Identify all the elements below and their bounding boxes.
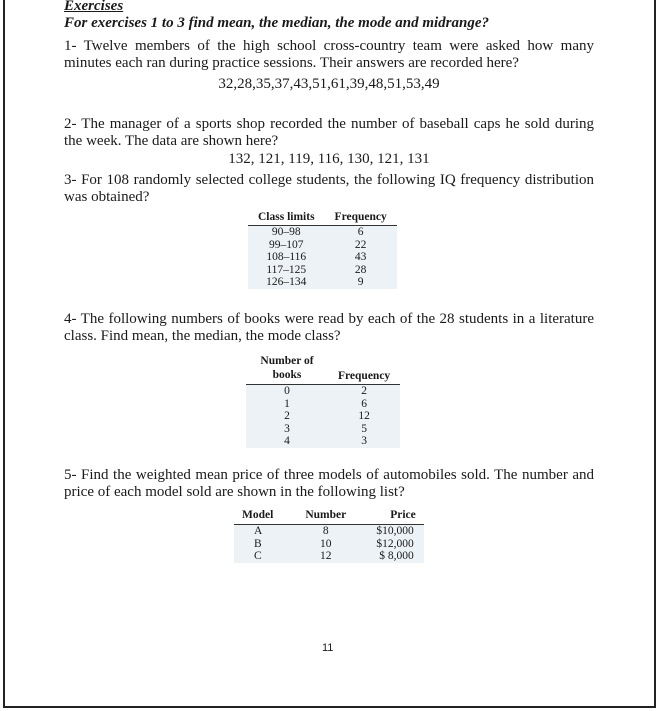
exercise-2-text: 2- The manager of a sports shop recorded the number of baseball caps he sold during the week. The data are shown here? <box>64 116 594 149</box>
table-row <box>246 410 400 423</box>
table-cell: 43 <box>354 251 367 263</box>
table-row <box>246 385 400 398</box>
table-cell: 5 <box>361 422 367 435</box>
table-row <box>246 423 400 436</box>
table-cell: 8 <box>322 525 329 537</box>
table-cell: 108–116 <box>266 251 307 263</box>
table-row <box>248 251 397 264</box>
page-title: Exercises <box>64 0 124 14</box>
automobile-prices-table <box>234 509 424 563</box>
table-cell: 99–107 <box>269 238 304 251</box>
table-cell: 1 <box>284 397 290 410</box>
table-header: Price <box>364 509 424 525</box>
table-row <box>248 264 397 277</box>
iq-frequency-table <box>248 211 397 289</box>
table-cell: C <box>254 550 262 562</box>
table-cell: 2 <box>284 410 290 422</box>
table-row <box>246 398 400 411</box>
table-row <box>234 525 424 538</box>
exercise-1-text: 1- Twelve members of the high school cross-country team were asked how many minutes each ran during practice sessions. Their answers are recorded here? <box>64 38 594 71</box>
exercise-2-data: 132, 121, 119, 116, 130, 121, 131 <box>228 151 430 167</box>
table-cell: 90–98 <box>271 226 301 238</box>
table-row <box>234 538 424 551</box>
table-row <box>248 226 397 239</box>
table-header: Number of books <box>246 354 328 385</box>
table-cell: 10 <box>320 537 332 550</box>
table-cell: 3 <box>361 435 367 447</box>
table-cell: 9 <box>357 276 364 288</box>
table-cell: 4 <box>284 435 290 447</box>
table-row <box>234 550 424 563</box>
table-cell: 0 <box>284 385 290 397</box>
table-cell: $10,000 <box>376 525 414 537</box>
exercise-1-data: 32,28,35,37,43,51,61,39,48,51,53,49 <box>218 76 440 92</box>
table-cell: 126–134 <box>266 276 307 288</box>
table-header: Class limits <box>248 211 325 226</box>
table-cell: 117–125 <box>266 263 307 276</box>
exercise-4-text: 4- The following numbers of books were read by each of the 28 students in a literature class. Find mean, the median, the mode class? <box>64 311 594 344</box>
table-cell: $12,000 <box>376 537 414 550</box>
books-frequency-table <box>246 354 400 448</box>
table-cell: 3 <box>284 422 290 435</box>
table-header: Frequency <box>328 354 400 385</box>
table-cell: 12 <box>358 410 370 422</box>
exercise-5-text: 5- Find the weighted mean price of three models of automobiles sold. The number and price of each model sold are shown in the following list? <box>64 467 594 500</box>
table-cell: 6 <box>357 226 364 238</box>
table-cell: 22 <box>354 238 367 251</box>
table-header: Number <box>287 509 364 525</box>
table-row <box>246 435 400 448</box>
table-cell: $ 8,000 <box>379 550 414 562</box>
table-cell: A <box>254 525 263 537</box>
table-header: Model <box>234 509 287 525</box>
table-header: Frequency <box>325 211 397 226</box>
table-cell: B <box>254 537 262 550</box>
table-cell: 2 <box>361 385 367 397</box>
page-number: 11 <box>322 642 334 654</box>
instructions: For exercises 1 to 3 find mean, the median, the mode and midrange? <box>64 15 490 31</box>
table-cell: 28 <box>354 263 367 276</box>
exercise-3-text: 3- For 108 randomly selected college students, the following IQ frequency distribution was obtained? <box>64 172 594 205</box>
table-cell: 6 <box>361 397 367 410</box>
table-row <box>248 276 397 289</box>
table-cell: 12 <box>320 550 332 562</box>
table-row <box>248 239 397 252</box>
